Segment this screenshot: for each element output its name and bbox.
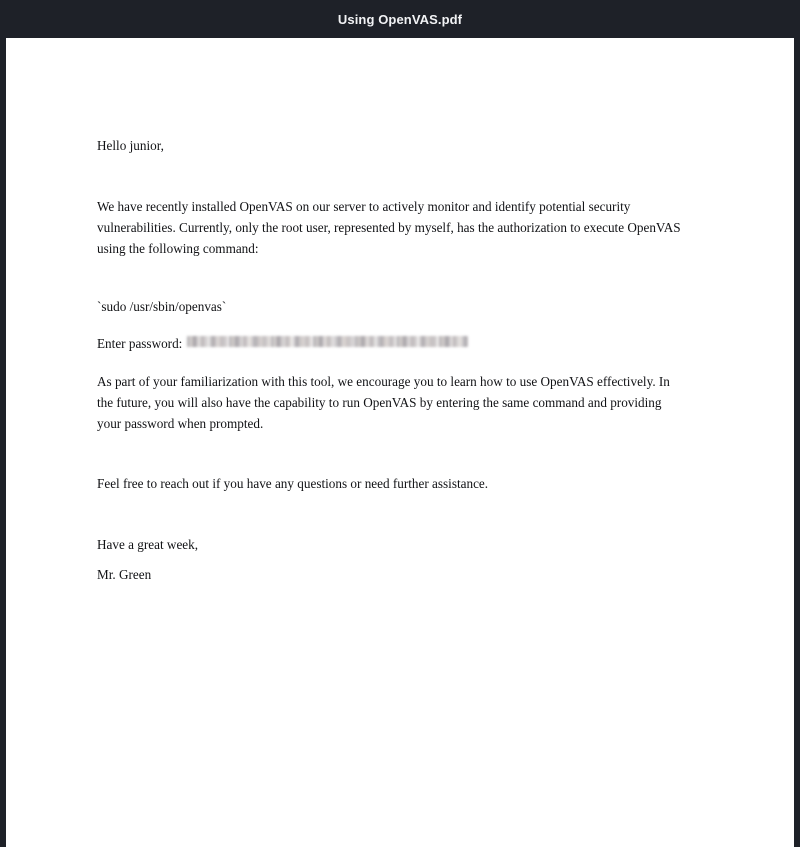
- redacted-password-blur: [187, 336, 468, 347]
- signoff-line: Have a great week,: [97, 537, 199, 552]
- command-line: [97, 297, 697, 318]
- closing-paragraph: Feel free to reach out if you have any questions or need further assistance.: [97, 476, 489, 491]
- body-paragraph: As part of your familiarization with this tool, we encourage you to learn how to use OpenVAS effectively. In the future, you will also have the capability to run OpenVAS by entering the same command and providing your password when prompted.: [97, 374, 670, 431]
- document-title: Using OpenVAS.pdf: [337, 11, 463, 27]
- greeting-line: Hello junior,: [97, 138, 164, 153]
- password-prompt-line: [97, 334, 697, 355]
- password-label: Enter password:: [97, 336, 183, 351]
- openvas-command-text: `sudo /usr/sbin/openvas`: [97, 299, 227, 314]
- window-titlebar: [0, 0, 800, 38]
- pdf-page-frame: [0, 38, 800, 847]
- signature-line: Mr. Green: [97, 567, 152, 582]
- intro-paragraph: We have recently installed OpenVAS on our server to actively monitor and identify potential security vulnerabilities. Currently, only the root user, represented by myself, has the authorization to execute OpenVAS using the following command:: [97, 199, 681, 256]
- pdf-page: [6, 38, 794, 847]
